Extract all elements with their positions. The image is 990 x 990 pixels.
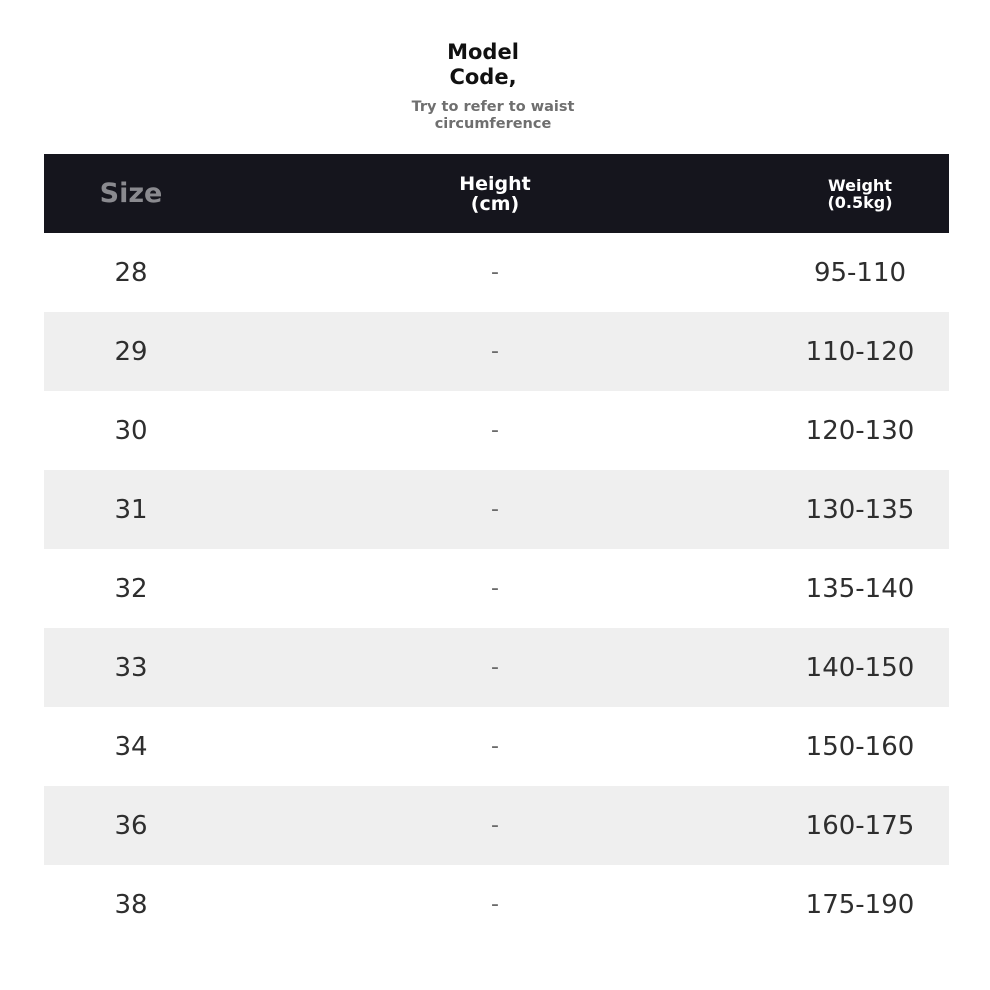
size-cell: 31: [114, 494, 148, 525]
page-subtitle: [383, 99, 603, 133]
table-row: [44, 549, 949, 628]
table-row: [44, 233, 949, 312]
table-row: [44, 865, 949, 944]
height-cell: -: [491, 339, 499, 364]
weight-cell: 135-140: [805, 573, 915, 604]
column-header-height: Height (cm): [459, 172, 531, 215]
subtitle-line-2: circumference: [434, 116, 552, 132]
size-cell: 34: [114, 731, 148, 762]
title-line-2: Code,: [449, 65, 517, 89]
height-cell: -: [491, 418, 499, 443]
size-chart-table: [44, 154, 949, 944]
size-cell: 33: [114, 652, 148, 683]
weight-cell: 140-150: [805, 652, 915, 683]
subtitle-line-1: Try to refer to waist: [411, 99, 575, 115]
column-header-weight: Weight (0.5kg): [827, 175, 893, 212]
weight-cell: 150-160: [805, 731, 915, 762]
size-cell: 32: [114, 573, 148, 604]
height-cell: -: [491, 655, 499, 680]
height-cell: -: [491, 813, 499, 838]
height-cell: -: [491, 497, 499, 522]
table-row: [44, 391, 949, 470]
size-cell: 36: [114, 810, 148, 841]
weight-cell: 110-120: [805, 336, 915, 367]
weight-cell: 175-190: [805, 889, 915, 920]
size-cell: 30: [114, 415, 148, 446]
weight-cell: 160-175: [805, 810, 915, 841]
weight-cell: 95-110: [813, 257, 907, 288]
height-cell: -: [491, 892, 499, 917]
size-cell: 29: [114, 336, 148, 367]
size-cell: 28: [114, 257, 148, 288]
weight-cell: 130-135: [805, 494, 915, 525]
table-row: [44, 312, 949, 391]
title-line-1: Model: [447, 40, 519, 64]
height-cell: -: [491, 260, 499, 285]
weight-cell: 120-130: [805, 415, 915, 446]
table-header: [44, 154, 949, 233]
height-cell: -: [491, 576, 499, 601]
table-row: [44, 470, 949, 549]
table-row: [44, 786, 949, 865]
table-row: [44, 628, 949, 707]
column-header-size: Size: [99, 178, 163, 209]
size-cell: 38: [114, 889, 148, 920]
table-row: [44, 707, 949, 786]
page-title: [383, 40, 583, 90]
height-cell: -: [491, 734, 499, 759]
